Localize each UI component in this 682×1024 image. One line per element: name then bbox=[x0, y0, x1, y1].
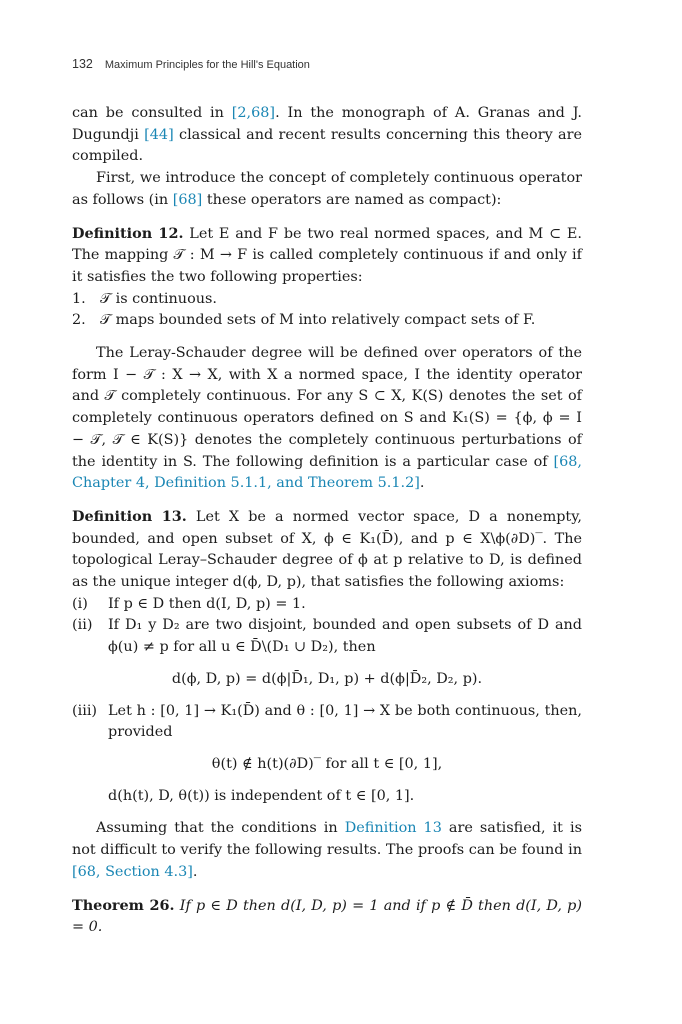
item-label: 1. bbox=[72, 290, 86, 307]
paragraph-4 bbox=[72, 818, 582, 883]
axiom-text: d(h(t), D, θ(t)) is independent of t ∈ [0, 1]. bbox=[108, 787, 415, 804]
list-item bbox=[72, 289, 582, 311]
paragraph-3 bbox=[72, 343, 582, 495]
theorem-heading: Theorem 26. bbox=[72, 896, 175, 914]
running-title: Maximum Principles for the Hill's Equation bbox=[104, 59, 310, 71]
citation-link[interactable]: [2,68] bbox=[231, 105, 276, 121]
definition-13 bbox=[72, 506, 582, 594]
axiom-label: (i) bbox=[72, 595, 88, 612]
item-label: 2. bbox=[72, 312, 86, 329]
definition-12 bbox=[72, 223, 582, 289]
definition-text: Let E and F be two real normed spaces, and M ⊂ E. The mapping 𝒯 : M → F is called completely continuous if and only if it satisfies the two following properties: bbox=[72, 225, 583, 285]
axiom-text: Let h : [0, 1] → K₁(D̄) and θ : [0, 1] → X be both continuous, then, provided bbox=[108, 702, 582, 741]
axiom-text: If p ∈ D then d(I, D, p) = 1. bbox=[108, 595, 306, 612]
text: . bbox=[192, 863, 198, 880]
text: these operators are named as compact): bbox=[202, 191, 502, 208]
running-header bbox=[72, 57, 310, 71]
citation-link[interactable]: [44] bbox=[144, 126, 174, 143]
definition-12-list bbox=[72, 289, 582, 332]
axiom-text: If D₁ y D₂ are two disjoint, bounded and open subsets of D and ϕ(u) ≠ p for all u ∈ D̄\(D₁ ∪ D₂), then bbox=[108, 617, 582, 656]
definition-heading: Definition 13. bbox=[72, 507, 187, 525]
citation-link[interactable]: [68] bbox=[172, 191, 203, 208]
item-text: 𝒯 maps bounded sets of M into relatively compact sets of F. bbox=[100, 312, 536, 329]
axiom-label: (ii) bbox=[72, 617, 93, 634]
text: are satisfied, it is not difficult to verify the following results. The proofs can be found in bbox=[72, 820, 582, 859]
text: . In the monograph of A. Granas and J. Dugundji bbox=[72, 105, 583, 143]
paragraph-2 bbox=[72, 168, 582, 211]
equation-iii: θ(t) ∉ h(t)(∂D)‾ for all t ∈ [0, 1], bbox=[211, 755, 443, 772]
axiom-ii bbox=[72, 615, 582, 658]
text: The Leray-Schauder degree will be defined over operators of the form I − 𝒯 : X → X, with X a normed space, I the identity operator and 𝒯 completely continuous. For any S ⊂ X, K(S) denotes the set of completely continuous operators defined on S and K₁(S) = {ϕ, ϕ = I − 𝒯, 𝒯 ∈ K(S)} denotes the completely continuous perturbations of the identity in S. The following definition is a particular case of bbox=[72, 345, 582, 470]
equation-ii: d(ϕ, D, p) = d(ϕ|D̄₁, D₁, p) + d(ϕ|D̄₂, D₂, p). bbox=[171, 670, 483, 687]
cross-reference-link[interactable]: Definition 13 bbox=[344, 820, 442, 837]
paragraph-1 bbox=[72, 103, 582, 168]
page-body bbox=[72, 103, 582, 939]
item-text: 𝒯 is continuous. bbox=[100, 290, 217, 307]
text: . bbox=[419, 475, 425, 492]
definition-heading: Definition 12. bbox=[72, 224, 184, 242]
theorem-26 bbox=[72, 895, 582, 939]
axiom-iii-conclusion bbox=[72, 786, 582, 808]
axiom-label: (iii) bbox=[72, 702, 98, 719]
theorem-text: If p ∈ D then d(I, D, p) = 1 and if p ∉ D̄ then d(I, D, p) = 0. bbox=[72, 897, 582, 936]
list-item bbox=[72, 310, 582, 332]
definition-text: Let X be a normed vector space, D a nonempty, bounded, and open subset of X, ϕ ∈ K₁(D̄), and p ∈ X\ϕ(∂D)‾. The topological Leray–Schauder degree of ϕ at p relative to D, is defined as the unique integer d(ϕ, D, p), that satisfies the following axioms: bbox=[72, 508, 583, 591]
citation-link[interactable]: [68, Chapter 4, Definition 5.1.1, and Theorem 5.1.2] bbox=[72, 453, 582, 492]
axiom-iii bbox=[72, 701, 582, 744]
citation-link[interactable]: [68, Section 4.3] bbox=[72, 863, 193, 880]
page-number: 132 bbox=[72, 57, 93, 71]
text: First, we introduce the concept of completely continuous operator as follows (in bbox=[72, 170, 582, 208]
text: classical and recent results concerning this theory are compiled. bbox=[72, 126, 583, 165]
text: can be consulted in bbox=[72, 105, 232, 121]
text: Assuming that the conditions in bbox=[96, 820, 345, 837]
axiom-i bbox=[72, 594, 582, 616]
